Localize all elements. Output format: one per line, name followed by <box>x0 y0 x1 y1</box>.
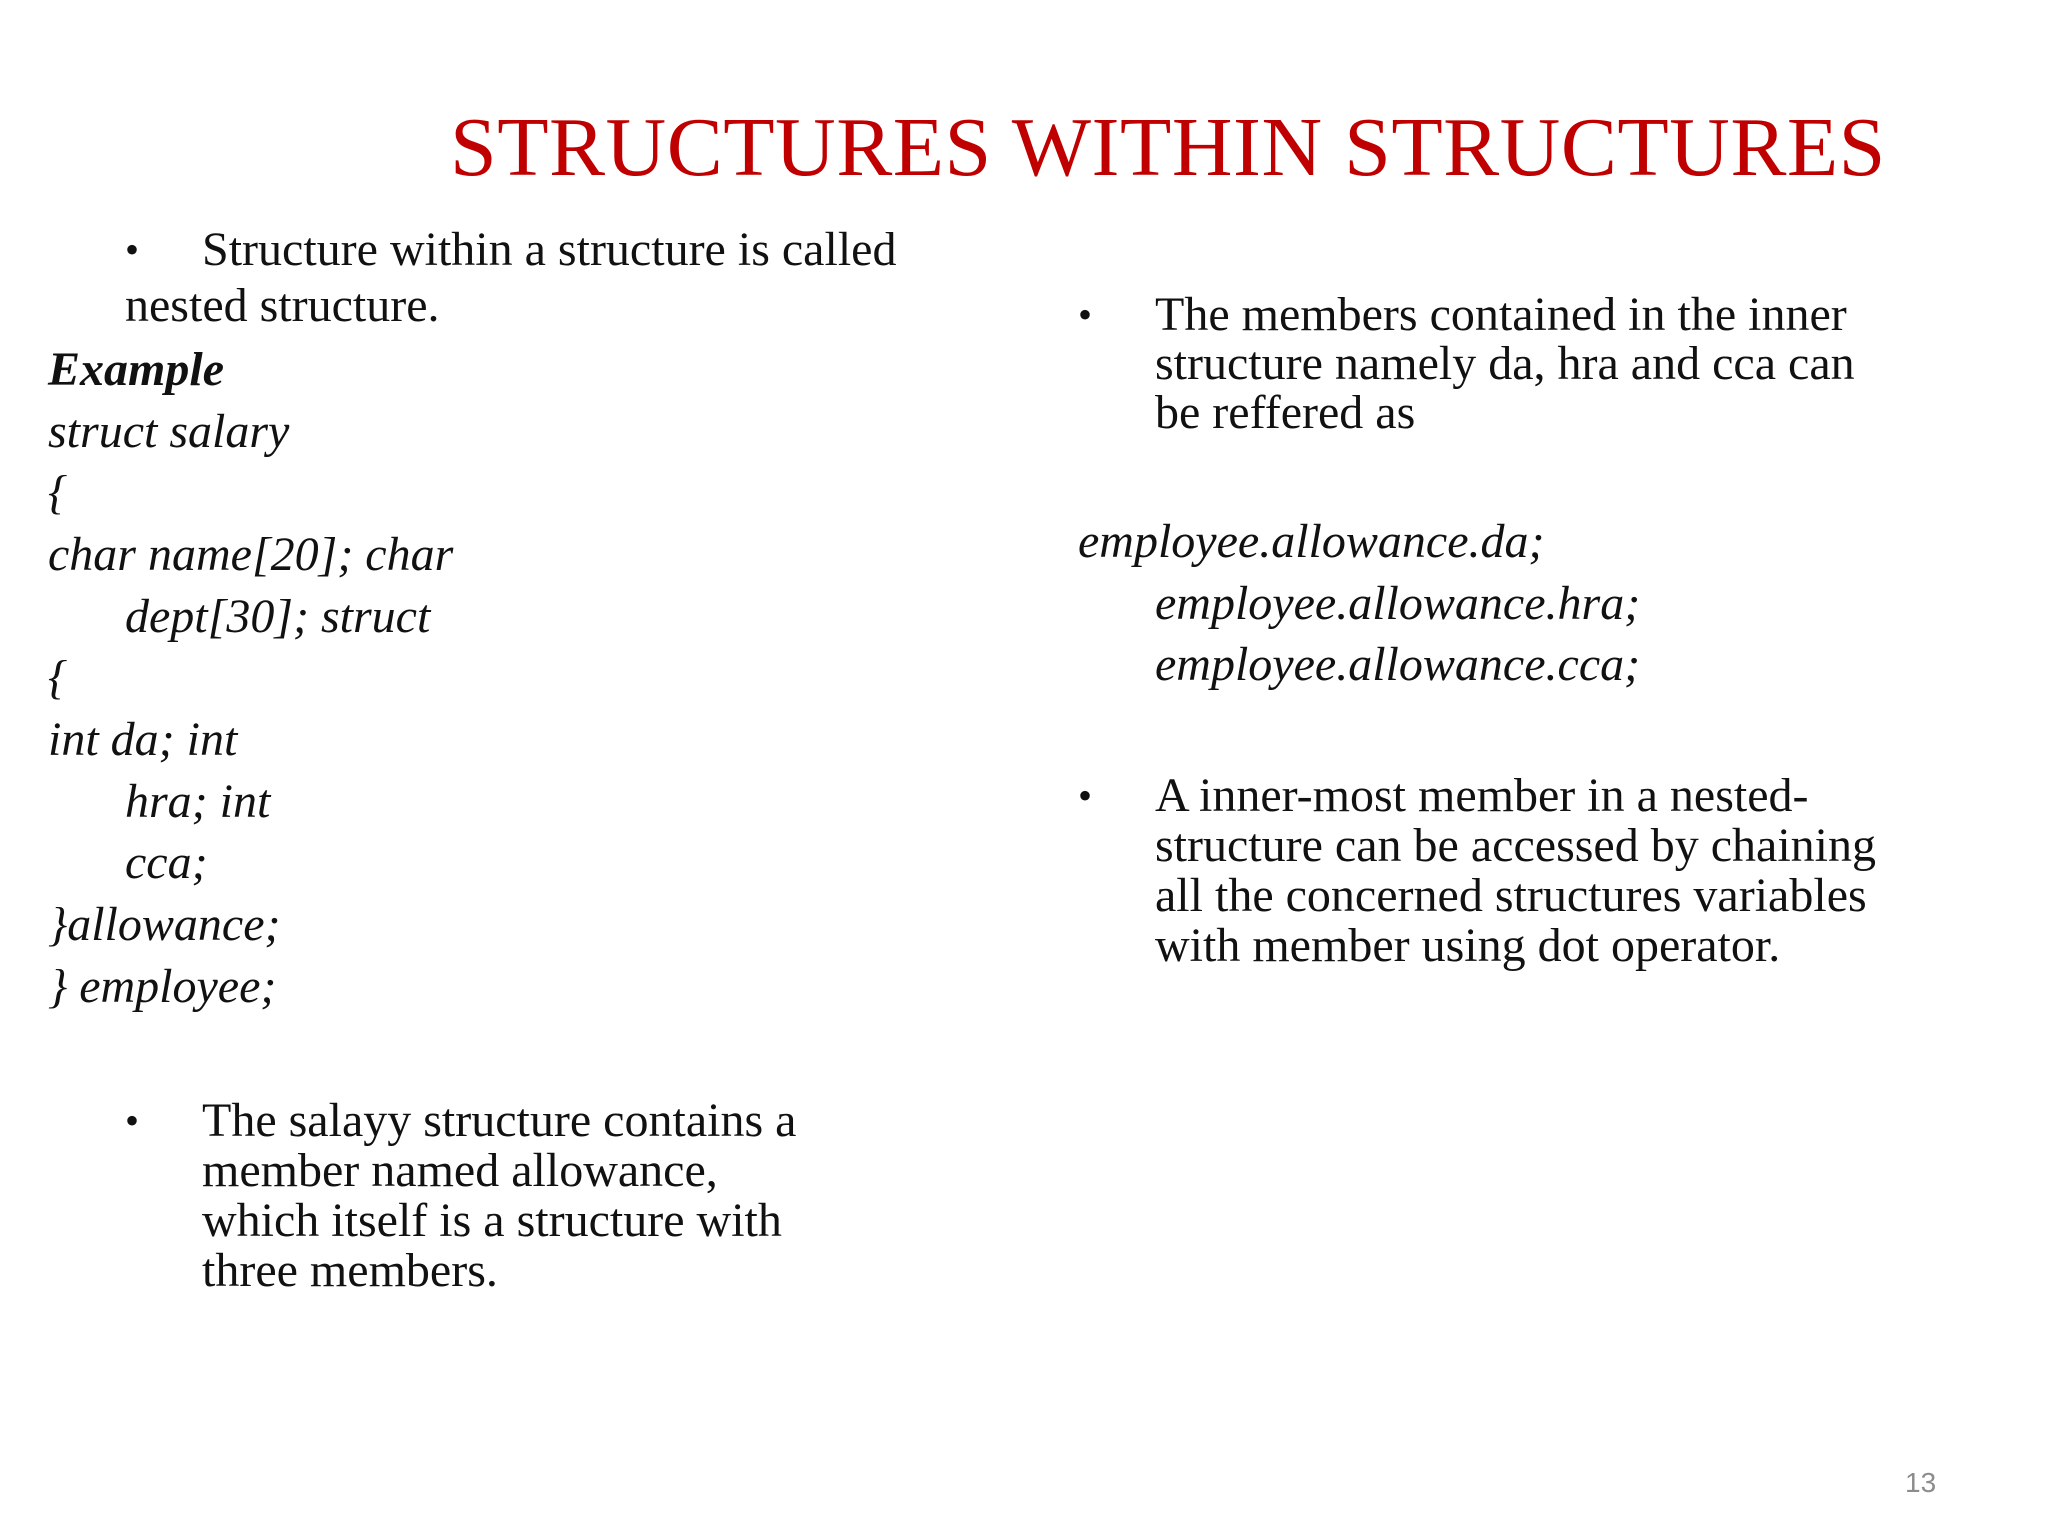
code-line: int da; int <box>48 713 238 766</box>
bullet-dot: • <box>125 227 140 272</box>
access-line: employee.allowance.da; <box>1078 515 1545 568</box>
bullet-dot: • <box>1078 292 1093 337</box>
salary-bullet-line-3: which itself is a structure with <box>202 1194 782 1247</box>
code-line: } employee; <box>48 960 277 1013</box>
access-line: employee.allowance.hra; <box>1155 577 1641 630</box>
slide-title: STRUCTURES WITHIN STRUCTURES <box>450 101 1886 194</box>
page-number: 13 <box>1905 1467 1937 1498</box>
bullet-dot: • <box>125 1098 140 1143</box>
code-line: char name[20]; char <box>48 528 454 581</box>
salary-bullet-line-1: The salayy structure contains a <box>202 1094 797 1147</box>
code-line: dept[30]; struct <box>125 590 431 643</box>
innermost-bullet-line-3: all the concerned structures variables <box>1155 869 1867 922</box>
code-line: }allowance; <box>48 898 281 951</box>
salary-bullet-line-2: member named allowance, <box>202 1144 718 1197</box>
bullet-dot: • <box>1078 773 1093 818</box>
code-line: { <box>48 466 68 519</box>
innermost-bullet-line-2: structure can be accessed by chaining <box>1155 819 1877 872</box>
code-line: hra; int <box>125 775 271 828</box>
code-line: struct salary <box>48 405 290 458</box>
code-line: { <box>48 651 68 704</box>
intro-bullet-line-2: nested structure. <box>125 279 440 332</box>
salary-bullet-line-4: three members. <box>202 1244 498 1297</box>
intro-bullet-line-1: Structure within a structure is called <box>202 223 897 276</box>
innermost-bullet-line-4: with member using dot operator. <box>1155 919 1781 972</box>
innermost-bullet-line-1: A inner-most member in a nested- <box>1155 769 1809 822</box>
members-bullet-line-1: The members contained in the inner <box>1155 288 1847 341</box>
code-line: cca; <box>125 836 208 889</box>
members-bullet-line-2: structure namely da, hra and cca can <box>1155 337 1855 390</box>
members-bullet-line-3: be reffered as <box>1155 386 1416 439</box>
example-label: Example <box>48 343 224 396</box>
access-line: employee.allowance.cca; <box>1155 638 1641 691</box>
